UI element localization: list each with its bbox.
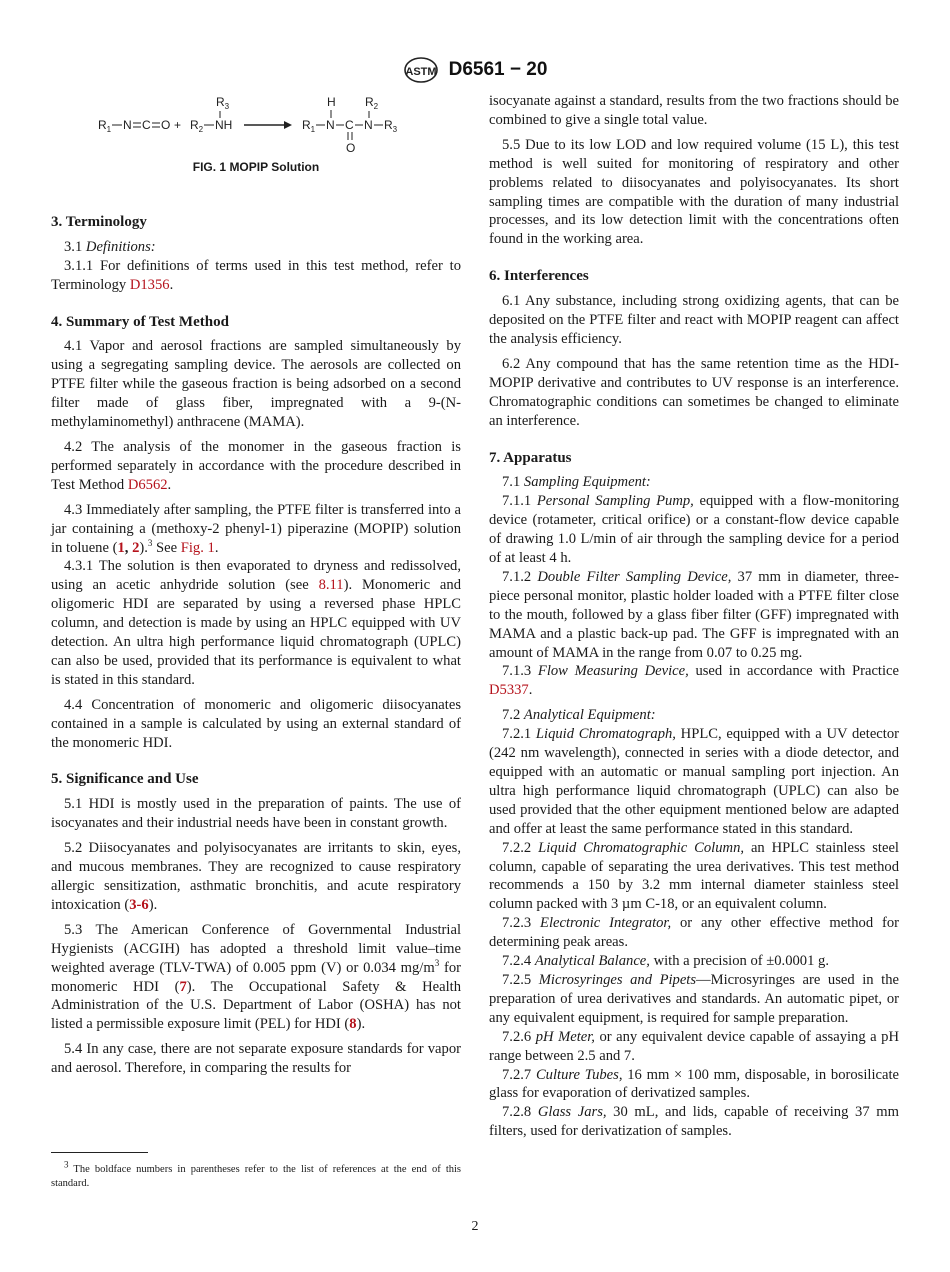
link-d6562[interactable]: D6562 [127,476,168,493]
page-header [0,56,950,84]
paragraph-5-3: 5.3 The American Conference of Governmental Industrial Hygienists (ACGIH) has adopted a threshold limit value–time weighted average (TLV-TWA) of 0.005 ppm (V) or 0.034 $mg/m^3$ for monomeric HDI (7). The Occupational Safety & Health Administration of the U.S. Department of Labor (OSHA) has not listed a permissible exposure limit (PEL) for HDI (8). [51,921,461,1033]
paragraph-6-2: 6.2 Any compound that has the same retention time as the HDI-MOPIP derivative and contributes to UV response is an interference. Chromatographic conditions can sometimes be changed to eliminate an interference. [489,355,899,429]
paragraph-3-1-1: 3.1.1 For definitions of terms used in this test method, refer to Terminology D1356. [51,257,461,293]
paragraph-7-1-3: 7.1.3 Flow Measuring Device, used in accordance with Practice D5337. [489,663,899,699]
footnote-marker: 3 [147,537,153,548]
paragraph-5-1: 5.1 HDI is mostly used in the preparation of paints. The use of isocyanates and their industrial needs have been in constant growth. [51,796,461,832]
svg-text:R2: $R_2$ [190,118,204,134]
section-heading-summary: 4. Summary of Test Method [51,313,229,330]
svg-text:R2: $R_2$ [365,95,379,111]
paragraph-7-2: 7.2 Analytical Equipment: [502,707,656,724]
paragraph-5-2: 5.2 Diisocyanates and polyisocyanates are irritants to skin, eyes, and mucous membranes. They are recognized to cause respiratory allergic sensitization, asthmatic bronchitis, and acute respiratory intoxication (3-6). [51,840,461,913]
link-8-11[interactable]: 8.11 [318,577,344,594]
svg-text:O: O [346,141,356,154]
svg-text:R3: $R_3$ [216,95,230,111]
svg-text:N: N [364,118,373,132]
ref-2[interactable]: 2 [132,539,140,556]
svg-text:R1: $R_1$ [302,118,316,134]
paragraph-5-4-part2: isocyanate against a standard, results from the two fractions should be combined to give a single total value. [489,93,899,128]
svg-text:H: H [327,95,336,109]
link-fig-1[interactable]: Fig. 1 [180,539,215,556]
footnote: $^3$ The boldface numbers in parentheses refer to the list of references at the end of this standard. [51,1159,461,1189]
paragraph-7-2-1: 7.2.1 Liquid Chromatograph, HPLC, equipped with a UV detector (242 nm wavelength), connected in series with a diode detector, and equipped with an automatic or manual sampling port injection. An ultra high performance liquid chromatograph (UPLC) can also be used provided that the other equipment mentioned below are adapted and offer at least the same performance stated in this standard. [489,726,899,837]
ref-3-6[interactable]: 3-6 [129,896,149,913]
ref-8[interactable]: 8 [349,1016,357,1033]
ref-1[interactable]: 1 [117,539,125,556]
footnote-divider [51,1152,148,1153]
figure-1 [51,92,461,177]
svg-text:+: + [174,118,182,132]
link-d5337[interactable]: D5337 [489,682,529,699]
paragraph-6-1: 6.1 Any substance, including strong oxidizing agents, that can be deposited on the PTFE filter and react with MOPIP reagent can affect the analysis efficiency. [489,293,899,347]
paragraph-7-2-5: 7.2.5 Microsyringes and Pipets—Microsyringes are used in the preparation of urea derivatives and standards. An automatic pipet, or any equivalent equipment, is required for sample preparation. [489,971,899,1026]
ref-7[interactable]: 7 [179,978,187,995]
svg-text:C: C [345,118,354,132]
paragraph-7-1-2: 7.1.2 Double Filter Sampling Device, 37 mm in diameter, three-piece personal monitor, plastic holder loaded with a PTFE filter close to the mouth, followed by a glass fiber filter (GFF) impregnated with MAMA and a plastic back-up pad. The GFF is impregnated with an amount of MAMA in the range from 0.07 to 0.25 mg. [489,568,899,661]
figure-caption: FIG. 1 MOPIP Solution [192,160,320,174]
section-heading-interferences: 6. Interferences [489,268,589,285]
right-column [489,92,899,1141]
paragraph-3-1: 3.1 Definitions: [64,238,156,255]
section-heading-terminology: 3. Terminology [51,213,147,230]
svg-text:R1: $R_1$ [98,118,112,134]
paragraph-4-2: 4.2 The analysis of the monomer in the gaseous fraction is performed separately in accordance with the procedure described in Test Method D6562. [51,438,461,493]
paragraph-7-2-2: 7.2.2 Liquid Chromatographic Column, an HPLC stainless steel column, capable of separating the urea derivatives. This test method recommends a 150 by 3.2 mm internal diameter stainless steel column packed with 3 µm C-18, or an equivalent column. [489,839,899,913]
section-heading-apparatus: 7. Apparatus [489,449,572,466]
paragraph-7-1: 7.1 Sampling Equipment: [502,474,651,491]
paragraph-5-5: 5.5 Due to its low LOD and low required volume (15 L), this test method is well suited for monitoring of respiratory and other problems related to diisocyanates and polyisocyanates. Its short sampling times are compatible with the duration of many industrial processes, and its low detection limit with the concentrations often found in the working area. [489,136,899,248]
link-d1356[interactable]: D1356 [129,276,170,293]
paragraph-4-3: 4.3 Immediately after sampling, the PTFE filter is transferred into a jar containing a (methoxy-2 phenyl-1) piperazine (MOPIP) solution in toluene (1, 2).$^3$ See Fig. 1. [51,501,461,556]
svg-text:ASTM: ASTM [405,66,437,78]
paragraph-7-2-7: 7.2.7 Culture Tubes, 16 mm × 100 mm, disposable, in borosilicate glass for evaporation of derivatized samples. [489,1066,899,1102]
paragraph-7-2-8: 7.2.8 Glass Jars, 30 mL, and lids, capable of receiving 37 mm filters, used for derivatization of samples. [489,1104,899,1140]
paragraph-5-4-part1: 5.4 In any case, there are not separate exposure standards for vapor and aerosol. Therefore, in comparing the results for [51,1041,461,1077]
svg-text:N: N [326,118,335,132]
svg-text:N: N [123,118,132,132]
paragraph-7-2-4: 7.2.4 Analytical Balance, with a precision of ±0.0001 g. [502,953,829,970]
left-column [51,92,461,1078]
page-number: 2 [471,1219,479,1234]
paragraph-4-1: 4.1 Vapor and aerosol fractions are sampled simultaneously by using a segregating sampling device. The aerosols are collected on PTFE filter while the gaseous fraction is being adsorbed on a second filter made of glass fiber, impregnated with a 9-(N-methylaminomethyl) anthracene (MAMA). [51,338,461,431]
paragraph-7-2-6: 7.2.6 pH Meter, or any equivalent device capable of assaying a pH range between 2.5 and 7. [489,1028,899,1064]
svg-text:O: O [161,118,171,132]
svg-text:NH: NH [215,118,233,132]
document-designation: D6561 − 20 [448,59,548,80]
svg-text:R3: $R_3$ [384,118,398,134]
reaction-diagram [96,92,416,154]
paragraph-7-1-1: 7.1.1 Personal Sampling Pump, equipped with a flow-monitoring device (rotameter, critical orifice) or a constant-flow device capable of drawing 1.0 L/min of air through the sampling device for a period of at least 4 h. [489,493,899,567]
paragraph-4-3-1: 4.3.1 The solution is then evaporated to dryness and redissolved, using an acetic anhydride solution (see 8.11). Monomeric and oligomeric HDI are separated by using a reversed phase HPLC column, and detection is made by using an HPLC equipped with UV detection. An ultra high performance liquid chromatograph (UPLC) can also be used, provided that its performance is equivalent to what is stated in this standard. [51,558,462,688]
section-heading-significance: 5. Significance and Use [51,771,199,788]
paragraph-4-4: 4.4 Concentration of monomeric and oligomeric diisocyanates contained in a sample is calculated by using an external standard of the monomeric HDI. [51,696,461,751]
astm-logo-icon [403,56,439,84]
svg-text:C: C [142,118,151,132]
paragraph-7-2-3: 7.2.3 Electronic Integrator, or any other effective method for determining peak areas. [489,915,899,951]
